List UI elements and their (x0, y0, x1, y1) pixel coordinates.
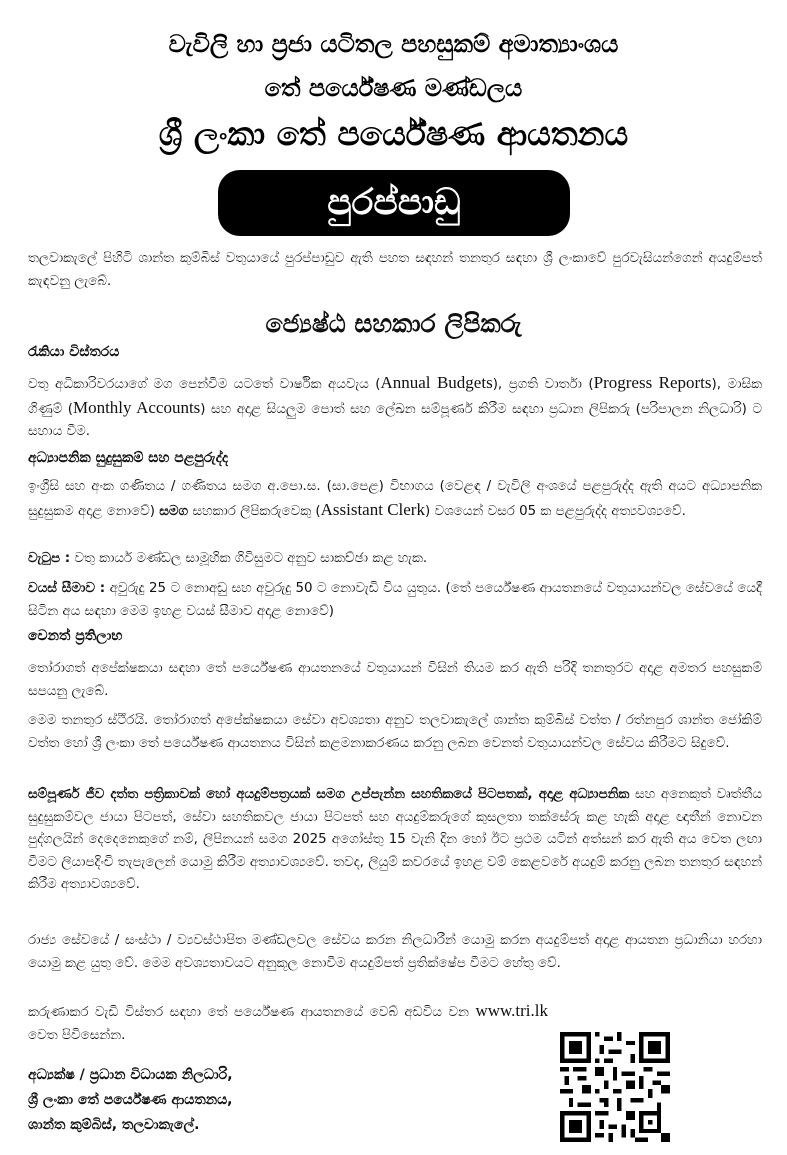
signature-line-1: අධ්‍යක්ෂ / ප්‍රධාන විධායක නිලධාරි, (28, 1067, 233, 1083)
public-service-paragraph: රාජ්‍ය සේවයේ / සංස්ථා / ව්‍යවස්ථාපිත මණ්ඩලවල සේවය කරන නිලධාරීන් යොමු කරන අයදුම්පත් අදාළ ආයතන ප්‍රධානියා හරහා යොමු කළ යුතු වේ. මෙම අවශ්‍යතාවයට අනුකූල නොවීම අයදුම්පත් ප්‍රතික්ෂේප වීමට හේතු වේ. (28, 933, 762, 971)
website-paragraph (28, 1000, 548, 1047)
website-link[interactable]: www.tri.lk (475, 1001, 548, 1020)
qualifications-paragraph (28, 476, 762, 523)
vacancies-banner: පුරප්පාඩු (218, 170, 570, 236)
application-bold-text: සම්පූර්ණ ජීව දත්ත පත්‍රිකාවක් හෝ අයදුම්පත්‍රයක් සමග උප්පැන්න සහතිකයේ පිටපතක්, අදාළ අධ්‍යාපනික (28, 787, 630, 802)
qualifications-text: සහකාර ලිපිකරුවෙකු ( (188, 503, 321, 519)
salary-label: වැටුප : (28, 551, 71, 566)
signature-line-3: ශාන්ත කුම්බිස්, තලවාකැලේ. (28, 1117, 200, 1133)
signature-line-2: ශ්‍රී ලංකා තේ පර්යේෂණ ආයතනය, (28, 1092, 233, 1108)
assistant-clerk-term: Assistant Clerk (320, 499, 425, 519)
qualifications-text: ඉංග්‍රීසි සහ අංක ගණිතය / ගණිතය සමග අ.පො.ස. (සා.පෙළ) විභාගය (වෙළඳ / වැවිලි අංශයේ පළපුරුද්ද ඇති අයට අධ්‍යාපනික සුදුසුකම අදාළ නොවේ) (28, 479, 762, 519)
intro-paragraph: තලවාකැලේ පිහිටි ශාන්ත කුම්බිස් වතුයායේ පුරප්පාඩුව ඇති පහත සඳහන් තනතුර සඳහා ශ්‍රී ලංකාවේ පුරවැසියන්ගෙන් අයදුම්පත් කැඳවනු ලැබේ. (28, 251, 762, 289)
job-scope-heading: රැකියා විස්තරය (28, 344, 120, 360)
application-text: සහ අනෙකුත් වෘත්තීය සුදුසුකම්වල ජායා පිටපත්, සේවා සහතිකවල ජායා පිටපත් සහ අයදුම්කරුගේ කුසලතා තක්සේරු කළ හැකි අදාළ ඥාතීන් නොවන පුද්ගලයින් දෙදෙනෙකුගේ නම්, ලිපිනයන් සමග 2025 අගෝස්තු 15 වැනි දින හෝ ඊට ප්‍රථම යටින් අත්සන් කර ඇති අය වෙත ලඟා වීමට ලියාපදිංචි තැපැලෙන් යොමු කිරීම අත්‍යාවශ්‍යවේ. තවද, ලියුම් කවරයේ ඉහළ වම් කෙළවරේ අයදුම් කරනු ලබන තනතුර සඳහන් කිරීම අත්‍යාවශ්‍යවේ. (28, 787, 762, 892)
job-scope-english-term: Monthly Accounts (72, 397, 201, 417)
salary-line (28, 548, 762, 571)
job-scope-text: ), මාසික ගිණුම් ( (28, 377, 762, 417)
age-limit-text: අවුරුදු 25 ට නොඅඩු සහ අවුරුදු 50 ට නොවැඩි විය යුතුය. (තේ පර්යේෂණ ආයතනයේ වතුයායන්වල සේවයේ යෙදී සිටින අය සඳහා මෙම ඉහළ වයස් සීමාව අදාළ නොවේ) (28, 581, 762, 619)
website-text: වෙත පිවිසෙන්න. (28, 1027, 126, 1043)
age-limit-paragraph (28, 578, 762, 623)
website-text: කරුණාකර වැඩි විස්තර සඳහා තේ පර්යේෂණ ආයතනයේ වෙබ් අඩවිය වන (28, 1005, 476, 1020)
qr-code-icon[interactable] (560, 1032, 670, 1142)
board-heading: තේ පර්යේෂණ මණ්ඩලය (264, 74, 523, 102)
application-paragraph (28, 784, 762, 897)
qualifications-heading: අධ්‍යාපනික සුදුසුකම් සහ පළපුරුද්ද (28, 450, 229, 466)
other-benefits-heading: වෙනත් ප්‍රතිලාභ (28, 628, 123, 644)
age-limit-label: වයස් සීමාව : (28, 581, 106, 596)
benefits-paragraph-2: මෙම තනතුර ස්ථිරයි. තෝරාගත් අපේක්ෂකයා සේවා අවශ්‍යතා අනුව තලවාකැලේ ශාන්ත කුම්බිස් වත්ත / රත්නපුර ශාන්ත ජෝකිම් වත්ත හෝ ශ්‍රී ලංකා තේ පර්යේෂණ ආයතනය විසින් කළමනාකරණය කරනු ලබන වෙනත් වතුයායන්වල සේවය කිරීමට සිදුවේ. (28, 713, 762, 751)
ministry-heading: වැවිලි හා ප්‍රජා යටිතල පහසුකම් අමාත්‍යාංශය (168, 30, 619, 58)
job-scope-english-term: Annual Budgets (380, 373, 493, 392)
institute-heading: ශ්‍රී ලංකා තේ පර්යේෂණ ආයතනය (158, 114, 629, 153)
qualifications-text: ) වශයෙන් වසර 05 ක පළපුරුද්ද අත්‍යවශ්‍යවේ. (424, 503, 686, 519)
position-title: ජ්‍යෙෂ්ඨ සහකාර ලිපිකරු (265, 309, 522, 338)
job-scope-paragraph (28, 372, 762, 444)
job-scope-english-term: Progress Reports (593, 373, 712, 392)
job-scope-text: ) සහ අදාළ සියලුම පොත් සහ ලේඛන සම්පූර්ණ කිරීම සඳහා ප්‍රධාන ලිපිකරු (පරිපාලන නිලධාරි) ට සහාය වීම. (28, 401, 762, 439)
salary-text: වතු කාර්ය මණ්ඩල සාමූහික ගිවිසුමට අනුව සාකච්ඡා කළ හැක. (70, 551, 428, 566)
benefits-paragraph-1: තෝරාගත් අපේක්ෂකයා සඳහා තේ පර්යේෂණ ආයතනයේ වතුයායන් විසින් තියම කර ඇති පරිදි තනතුරට අදාළ අමතර පහසුකම් සපයනු ලැබේ. (28, 661, 762, 699)
qualifications-with: සමග (159, 503, 189, 519)
job-scope-text: වතු අධිකාරිවරයාගේ මග පෙන්වීම යටතේ වාර්ෂික අයවැය ( (28, 377, 381, 392)
job-scope-text: ), ප්‍රගති වාර්තා ( (492, 377, 594, 392)
